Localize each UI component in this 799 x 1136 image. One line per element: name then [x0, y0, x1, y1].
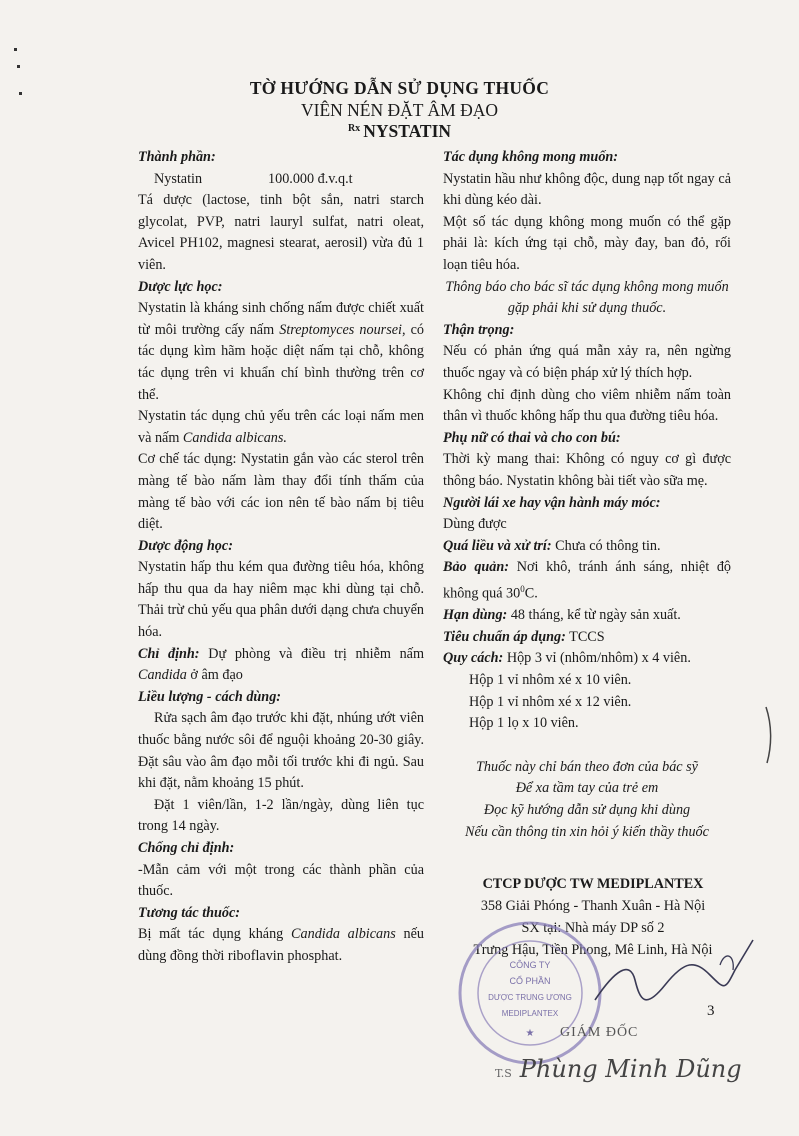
ingredient-row: [138, 169, 424, 191]
factory-address: Trưng Hậu, Tiền Phong, Mê Linh, Hà Nội: [473, 942, 713, 958]
paragraph: [443, 557, 731, 605]
document-title: TỜ HƯỚNG DẪN SỬ DỤNG THUỐC: [249, 78, 550, 98]
excipients-text: Tá dược (lactose, tinh bột sắn, natri starch glycolat, PVP, natri lauryl sulfat, natri oleat, Avicel PH102, magnesi stearat, aerosil) vừa đủ 1 viên.: [138, 192, 424, 273]
species-name: Streptomyces noursei: [279, 321, 402, 338]
paragraph: [138, 644, 424, 687]
left-column: [138, 147, 424, 968]
section-heading: Thành phần:: [138, 149, 216, 165]
ingredient-name: Nystatin: [154, 170, 203, 187]
text: ở âm đạo: [186, 667, 243, 684]
paragraph: Không chỉ định dùng cho viêm nhiễm nấm toàn thân vì thuốc không hấp thu qua đường tiêu hóa.: [443, 386, 731, 425]
section-heading: Tương tác thuốc:: [138, 904, 241, 921]
paragraph: [138, 406, 424, 449]
section-heading: Quá liều và xử trí:: [443, 537, 552, 554]
species-name: Candida: [138, 667, 187, 684]
section-heading: Liều lượng - cách dùng:: [138, 688, 282, 705]
pack-line: Hộp 1 vỉ nhôm xé x 12 viên.: [469, 693, 632, 710]
section-heading: Chỉ định:: [138, 645, 200, 662]
paragraph: -Mẫn cảm với một trong các thành phần của thuốc.: [138, 861, 424, 900]
paragraph: Một số tác dụng không mong muốn có thể gặp phải là: kích ứng tại chỗ, mày đay, ban đỏ, rối loạn tiêu hóa.: [443, 213, 731, 273]
text: Nystatin là kháng sinh chống nấm được chiết xuất từ môi trường cấy nấm: [138, 300, 424, 338]
text: TCCS: [565, 628, 605, 645]
director-title: GIÁM ĐỐC: [560, 1025, 639, 1040]
document-subtitle: VIÊN NÉN ĐẶT ÂM ĐẠO: [300, 100, 499, 120]
warning-line: Nếu cần thông tin xin hỏi ý kiến thầy thuốc: [465, 823, 709, 840]
paragraph: Thời kỳ mang thai: Không có nguy cơ gì được thông báo. Nystatin không bài tiết vào sữa mẹ.: [443, 451, 731, 489]
drug-name: [0, 121, 799, 142]
warning-line: Để xa tầm tay của trẻ em: [515, 780, 659, 797]
text: C.: [524, 585, 538, 602]
species-name: Candida albicans: [291, 926, 396, 943]
section-heading: Quy cách:: [443, 650, 504, 667]
text: 48 tháng, kể từ ngày sản xuất.: [507, 607, 681, 624]
seal-text: MEDIPLANTEX: [501, 1009, 559, 1018]
text: , có tác dụng kìm hãm hoặc diệt nấm tại chỗ, không tác dụng trên vi khuẩn chí bình thường trên cơ thể.: [138, 321, 424, 403]
seal-text: DƯỢC TRUNG ƯƠNG: [488, 993, 572, 1002]
paragraph: [443, 648, 731, 670]
factory-label: SX tại: Nhà máy DP số 2: [521, 920, 665, 936]
text: Hộp 3 vỉ (nhôm/nhôm) x 4 viên.: [503, 650, 691, 667]
paragraph: [138, 298, 424, 406]
section-heading: Chống chỉ định:: [138, 840, 235, 856]
text: Nơi khô, tránh ánh sáng, nhiệt độ không quá 30: [443, 559, 732, 602]
drug-name-text: NYSTATIN: [363, 121, 452, 141]
company-name: CTCP DƯỢC TW MEDIPLANTEX: [482, 876, 704, 892]
scan-mark: [14, 48, 17, 51]
section-heading: Dược lực học:: [138, 278, 223, 295]
paragraph: [443, 627, 731, 649]
company-address: 358 Giải Phóng - Thanh Xuân - Hà Nội: [480, 898, 706, 914]
seal-text: CÔNG TY: [509, 960, 551, 970]
signer-name-text: Phùng Minh Dũng: [519, 1055, 742, 1083]
paragraph: Rửa sạch âm đạo trước khi đặt, nhúng ướt viên thuốc bằng nước sôi để nguội khoảng 20-30 giây. Đặt sâu vào âm đạo mỗi tối trước khi đi ngủ. Sau khi đặt, nằm khoảng 15 phút.: [138, 710, 424, 792]
text: Nystatin tác dụng chủ yếu trên các loại nấm men và nấm: [138, 408, 424, 446]
section-heading: Tiêu chuẩn áp dụng:: [443, 628, 566, 645]
signature-mark: [575, 930, 760, 1020]
paragraph: Nystatin hấp thu kém qua đường tiêu hóa, không hấp thu qua da hay niêm mạc khi dùng tại chỗ. Thải trừ chủ yếu qua phân dưới dạng chưa chuyển hóa.: [138, 559, 424, 641]
scan-mark: [17, 65, 20, 68]
species-name: Candida albicans.: [182, 429, 287, 446]
section-heading: Người lái xe hay vận hành máy móc:: [443, 494, 661, 511]
seal-text: CỔ PHẦN: [509, 976, 551, 986]
section-heading: Dược động học:: [138, 537, 233, 554]
page-number: 3: [707, 1003, 715, 1019]
paragraph: [443, 605, 731, 627]
section-heading: Phụ nữ có thai và cho con bú:: [443, 429, 621, 446]
rx-symbol: Rx: [347, 123, 361, 134]
signer-prefix: T.S: [495, 1067, 512, 1080]
degree-sign: 0: [520, 583, 525, 594]
paragraph: Đặt 1 viên/lần, 1-2 lần/ngày, dùng liên tục trong 14 ngày.: [138, 796, 424, 835]
svg-text:★: ★: [525, 1028, 535, 1039]
signer-name: [495, 1055, 742, 1083]
paragraph: Cơ chế tác dụng: Nystatin gắn vào các sterol trên màng tế bào nấm làm thay đổi tính thấm của màng tế bào với các ion nên tế bào nấm bị tiêu diệt.: [138, 451, 424, 533]
paragraph: [138, 924, 424, 967]
pack-line: Hộp 1 vỉ nhôm xé x 10 viên.: [469, 671, 632, 688]
pack-line: Hộp 1 lọ x 10 viên.: [469, 715, 579, 732]
edge-mark: [760, 705, 776, 765]
section-heading: Bảo quản:: [443, 559, 510, 576]
text: Bị mất tác dụng kháng: [138, 926, 292, 943]
text: Chưa có thông tin.: [551, 537, 661, 554]
adverse-note: Thông báo cho bác sĩ tác dụng không mong muốn gặp phải khi sử dụng thuốc.: [445, 278, 729, 317]
text: nếu dùng đồng thời riboflavin phosphat.: [138, 926, 425, 964]
text: Dự phòng và điều trị nhiễm nấm: [199, 645, 425, 662]
paragraph: Nystatin hầu như không độc, dung nạp tốt ngay cả khi dùng kéo dài.: [443, 170, 731, 209]
warning-line: Thuốc này chỉ bán theo đơn của bác sỹ: [476, 758, 698, 775]
warning-line: Đọc kỹ hướng dẫn sử dụng khi dùng: [483, 801, 691, 818]
right-column: [443, 147, 731, 843]
ingredient-amount: 100.000 đ.v.q.t: [268, 170, 353, 187]
paragraph: Dùng được: [443, 516, 507, 533]
section-heading: Thận trọng:: [443, 321, 515, 338]
section-heading: Hạn dùng:: [443, 607, 508, 624]
section-heading: Tác dụng không mong muốn:: [443, 149, 619, 165]
paragraph: [443, 536, 731, 558]
paragraph: Nếu có phản ứng quá mẫn xảy ra, nên ngừng thuốc ngay và có biện pháp xử lý thích hợp.: [443, 343, 731, 381]
